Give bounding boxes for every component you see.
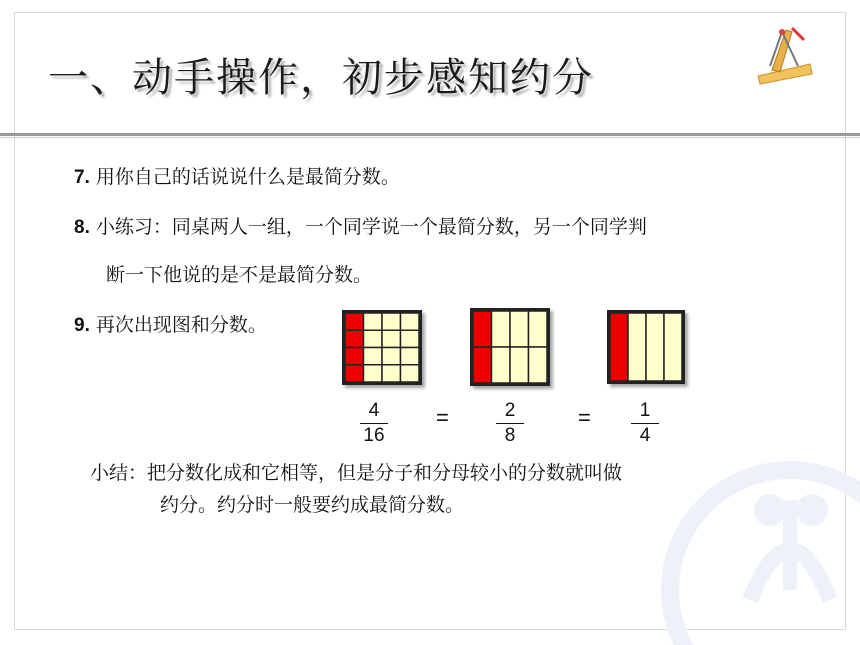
denominator: 4 <box>639 425 651 446</box>
unshaded-cell <box>664 313 682 381</box>
equals-sign: = <box>578 405 591 430</box>
unshaded-cell <box>628 313 646 381</box>
fraction-grid-1-4 <box>607 310 685 384</box>
unshaded-cell <box>401 365 420 382</box>
denominator: 16 <box>363 425 385 446</box>
unshaded-cell <box>382 365 401 382</box>
item-number: 7. <box>74 167 90 188</box>
numerator: 4 <box>368 400 380 421</box>
unshaded-cell <box>364 365 383 382</box>
shaded-cell <box>345 365 364 382</box>
unshaded-cell <box>382 313 401 330</box>
item-number: 9. <box>74 315 90 336</box>
fraction-bar <box>360 423 388 424</box>
grid-cells <box>345 313 419 382</box>
unshaded-cell <box>401 313 420 330</box>
unshaded-cell <box>364 330 383 347</box>
fraction-4-16 <box>352 400 396 447</box>
item-text: 小练习：同桌两人一组，一个同学说一个最简分数，另一个同学判 <box>95 216 647 238</box>
numerator: 2 <box>504 400 516 421</box>
unshaded-cell <box>510 347 529 383</box>
summary-line-2: 约分。约分时一般要约成最简分数。 <box>160 494 465 516</box>
shaded-cell <box>473 311 492 347</box>
unshaded-cell <box>510 311 529 347</box>
item-text: 断一下他说的是不是最简分数。 <box>106 264 373 286</box>
fraction-grid-2-8 <box>470 308 550 386</box>
item-text: 用你自己的话说说什么是最简分数。 <box>95 166 400 188</box>
watermark-logo-icon <box>640 440 860 645</box>
item-number: 8. <box>74 217 90 238</box>
unshaded-cell <box>529 347 548 383</box>
unshaded-cell <box>492 311 511 347</box>
unshaded-cell <box>364 313 383 330</box>
unshaded-cell <box>401 330 420 347</box>
item-7 <box>74 162 400 189</box>
slide-title: 一、动手操作，初步感知约分 <box>48 55 594 101</box>
fraction-2-8 <box>488 400 532 447</box>
ruler-compass-logo-icon <box>752 20 818 86</box>
shaded-cell <box>345 330 364 347</box>
grid-cells <box>610 313 682 381</box>
title-divider <box>0 133 860 136</box>
shaded-cell <box>345 313 364 330</box>
unshaded-cell <box>364 348 383 365</box>
unshaded-cell <box>529 311 548 347</box>
fraction-bar <box>631 423 659 424</box>
unshaded-cell <box>382 330 401 347</box>
item-8 <box>74 212 647 239</box>
shaded-cell <box>345 348 364 365</box>
equals-sign: = <box>436 405 449 430</box>
fraction-bar <box>496 423 524 424</box>
shaded-cell <box>610 313 628 381</box>
grid-cells <box>473 311 547 383</box>
denominator: 8 <box>504 425 516 446</box>
fraction-1-4 <box>623 400 667 447</box>
unshaded-cell <box>401 348 420 365</box>
fraction-grid-4-16 <box>342 310 422 385</box>
item-text: 再次出现图和分数。 <box>95 314 267 336</box>
unshaded-cell <box>382 348 401 365</box>
item-8-continued <box>106 260 372 287</box>
shaded-cell <box>473 347 492 383</box>
numerator: 1 <box>639 400 651 421</box>
item-9 <box>74 310 267 337</box>
title-divider-shadow <box>0 137 860 138</box>
unshaded-cell <box>646 313 664 381</box>
unshaded-cell <box>492 347 511 383</box>
summary-line-1: 小结：把分数化成和它相等，但是分子和分母较小的分数就叫做 <box>90 462 623 484</box>
